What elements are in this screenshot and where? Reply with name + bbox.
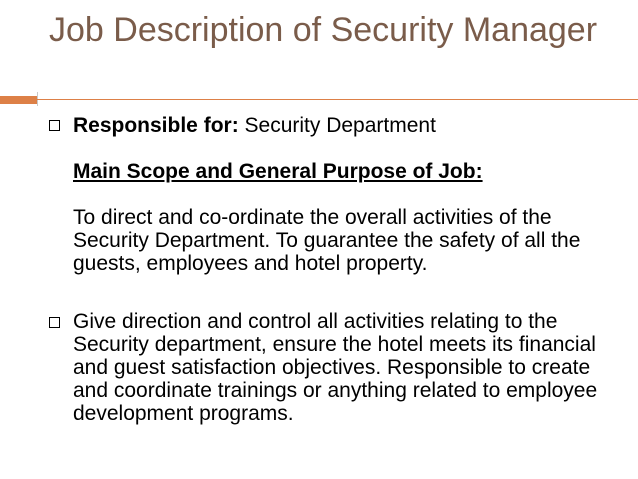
- bullet-give-direction: Give direction and control all activities relating to the Security department, ensure the hotel meets its financial and guest satisfaction objectives. Responsible to create and coordinate trainings or anything related to employee development programs.: [73, 310, 598, 425]
- title-accent-bar: [0, 96, 37, 104]
- bullet-responsible-for: [73, 114, 621, 137]
- title-divider-line: [37, 99, 638, 100]
- scope-heading: Main Scope and General Purpose of Job:: [73, 160, 483, 183]
- bullet-label: Responsible for:: [73, 114, 239, 137]
- slide-title: Job Description of Security Manager: [49, 11, 598, 49]
- bullet-square-icon: [49, 120, 60, 131]
- bullet-square-icon: [49, 317, 60, 328]
- bullet-text: Security Department: [238, 114, 436, 137]
- scope-body: To direct and co-ordinate the overall activities of the Security Department. To guarantee the safety of all the guests, employees and hotel property.: [73, 206, 581, 275]
